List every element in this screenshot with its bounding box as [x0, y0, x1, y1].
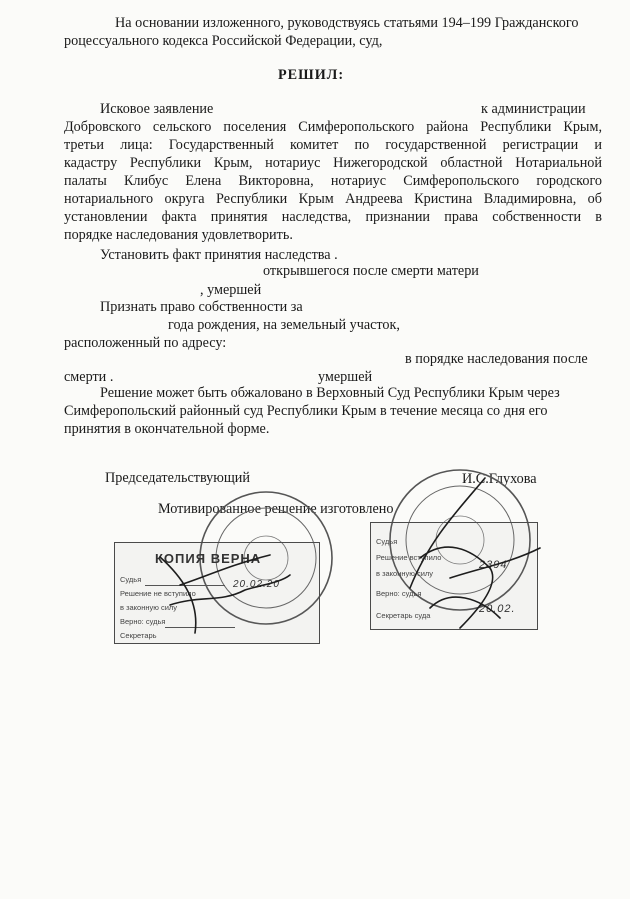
stamp2-handwritten-num: 2394 [479, 559, 508, 571]
stamp-row-secretary: Секретарь [120, 631, 157, 640]
text-line-18b: умершей [318, 369, 373, 385]
stamp-row-in-force: в законную силу [120, 603, 178, 612]
stamp2-row-in-force: Решение вступило [376, 553, 442, 562]
stamp2-row-legal: в законную силу [376, 569, 434, 578]
text-line-19: Решение может быть обжаловано в Верховный Суд Республики Крым через [100, 385, 560, 401]
decision-heading: РЕШИЛ: [278, 67, 345, 83]
text-line-11: Установить факт принятия наследства . [100, 247, 338, 263]
text-line-15: года рождения, на земельный участок, [168, 317, 400, 333]
text-line-1: На основании изложенного, руководствуясь статьями 194–199 Гражданского [115, 15, 579, 31]
text-line-3b: к администрации [481, 101, 586, 117]
stamp-handwritten-date: 20.02.20 [233, 579, 280, 590]
stamp2-row-judge: Судья [376, 537, 398, 546]
text-line-3a: Исковое заявление [100, 101, 214, 117]
stamp-row-not-in-force: Решение не вступило [120, 589, 196, 598]
signature-left-icon [150, 545, 300, 640]
chairman-label: Председательствующий [105, 470, 250, 486]
stamp2-row-verified: Верно: судья [376, 589, 422, 598]
text-line-16: расположенный по адресу: [64, 335, 227, 351]
stamp-header: КОПИЯ ВЕРНА [155, 551, 262, 566]
text-line-6: кадастру Республики Крым, нотариус Нижегородской областной Нотариальной [64, 155, 602, 171]
judge-name: И.С.Глухова [462, 471, 537, 487]
text-line-4: Добровского сельского поселения Симферопольского района Республики Крым, [64, 119, 602, 135]
text-line-2: роцессуального кодекса Российской Федерации, суд, [64, 33, 383, 49]
text-line-10: порядке наследования удовлетворить. [64, 227, 293, 243]
text-line-7: палаты Клибус Елена Викторовна, нотариус Симферопольского городского [64, 173, 602, 189]
stamp2-handwritten-date: 20.02. [479, 603, 516, 615]
stamp-row-judge: Судья [120, 575, 142, 584]
signature-right-icon [390, 468, 550, 638]
text-line-20: Симферопольский районный суд Республики Крым в течение месяца со дня его [64, 403, 548, 419]
stamp2-row-secretary: Секретарь суда [376, 611, 431, 620]
text-line-9: установлении факта принятия наследства, признании права собственности в [64, 209, 602, 225]
text-line-14: Признать право собственности за [100, 299, 303, 315]
text-line-17: в порядке наследования после [405, 351, 588, 367]
stamp-row-verified: Верно: судья [120, 617, 166, 626]
text-line-5: третьи лица: Государственный комитет по государственной регистрации и [64, 137, 602, 153]
text-line-12: открывшегося после смерти матери [263, 263, 479, 279]
text-line-21: принятия в окончательной форме. [64, 421, 270, 437]
motivated-decision-label: Мотивированное решение изготовлено [158, 501, 394, 517]
text-line-13: , умершей [200, 282, 262, 298]
text-line-8: нотариального округа Республики Крым Андреева Кристина Владимировна, об [64, 191, 602, 207]
text-line-18a: смерти . [64, 369, 114, 385]
